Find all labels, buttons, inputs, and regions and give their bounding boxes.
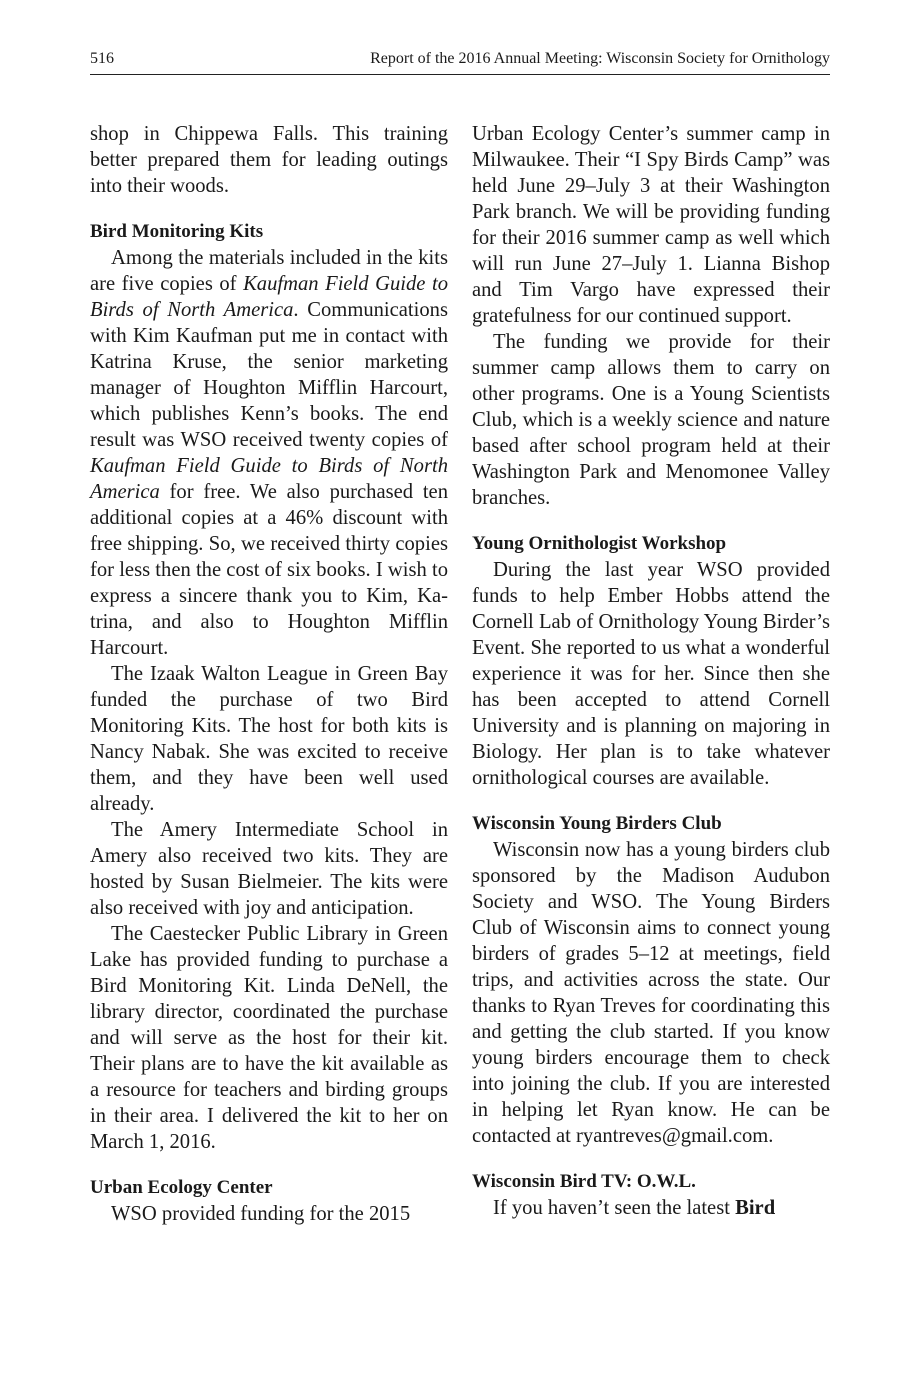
paragraph-kits-1: Among the materials included in the kits are five copies of Kaufman Field Guide to Birds of North America. Communications with Kim Kaufman put me in contact with Katrina Kruse, the senior marketing manager of Houghton Mifflin Harcourt, which publishes Kenn’s books. The end result was WSO received twenty copies of Kaufman Field Guide to Birds of North America for free. We also purchased ten additional copies at a 46% discount with free shipping. So, we received thirty copies for less then the cost of six books. I wish to express a sincere thank you to Kim, Katrina, and also to Houghton Mifflin Harcourt. (90, 247, 448, 659)
paragraph-kits-3: The Amery Intermediate School in Amery also received two kits. They are hosted by Susan Bielmeier. The kits were also received with joy and anticipation. (90, 819, 448, 919)
left-column (90, 121, 448, 1227)
paragraph-urban-1-start: WSO provided funding for the 2015 (111, 1203, 411, 1225)
journal-title: Report of the 2016 Annual Meeting: Wisconsin Society for Ornithology (370, 50, 830, 67)
paragraph-club-1: Wisconsin now has a young birders club sponsored by the Madison Audubon Society and WSO. The Young Birders Club of Wisconsin aims to connect young birders of grades 5–12 at meetings, field trips, and activities across the state. Our thanks to Ryan Treves for coordinating this and getting the club started. If you know young birders encourage them to check into joining the club. If you are interested in helping let Ryan know. He can be contacted at ryantreves@gmail.com. (472, 839, 830, 1147)
paragraph-bird-tv-1-start: If you haven’t seen the latest Bird (493, 1197, 776, 1219)
section-heading-young-birders-club: Wisconsin Young Birders Club (472, 813, 722, 834)
paragraph-urban-1-end: Urban Ecology Center’s summer camp in Milwaukee. Their “I Spy Birds Camp” was held June 29–July 3 at their Washington Park branch. We will be providing funding for their 2016 summer camp as well which will run June 27–July 1. Lianna Bishop and Tim Vargo have expressed their gratefulness for our continued support. (472, 123, 830, 327)
intro-paragraph: shop in Chippewa Falls. This training better prepared them for leading outings into their woods. (90, 123, 448, 197)
right-column (472, 121, 830, 1221)
section-heading-bird-tv: Wisconsin Bird TV: O.W.L. (472, 1171, 696, 1192)
section-heading-young-ornithologist-workshop: Young Ornithologist Workshop (472, 533, 727, 554)
paragraph-kits-4: The Caestecker Public Library in Green Lake has provided funding to purchase a Bird Monitoring Kit. Linda DeNell, the library director, coordinated the purchase and will serve as the host for their kit. Their plans are to have the kit available as a resource for teachers and birding groups in their area. I delivered the kit to her on March 1, 2016. (90, 923, 448, 1153)
paragraph-kits-2: The Izaak Walton League in Green Bay funded the purchase of two Bird Monitoring Kits. The host for both kits is Nancy Nabak. She was excited to receive them, and they have been well used already. (90, 663, 448, 815)
running-head (90, 48, 830, 75)
paragraph-urban-2: The funding we provide for their summer camp allows them to carry on other programs. One is a Young Scientists Club, which is a weekly science and nature based after school program held at their Washington Park and Menomonee Valley branches. (472, 331, 830, 509)
section-heading-bird-monitoring-kits: Bird Monitoring Kits (90, 221, 264, 242)
paragraph-workshop-1: During the last year WSO provided funds to help Ember Hobbs attend the Cornell Lab of Ornithology Young Birder’s Event. She reported to us what a wonderful experience it was for her. Since then she has been accepted to attend Cornell University and is planning on majoring in Biology. Her plan is to take whatever ornithological courses are available. (472, 559, 830, 789)
page-number: 516 (90, 50, 114, 67)
section-heading-urban-ecology-center: Urban Ecology Center (90, 1177, 273, 1198)
